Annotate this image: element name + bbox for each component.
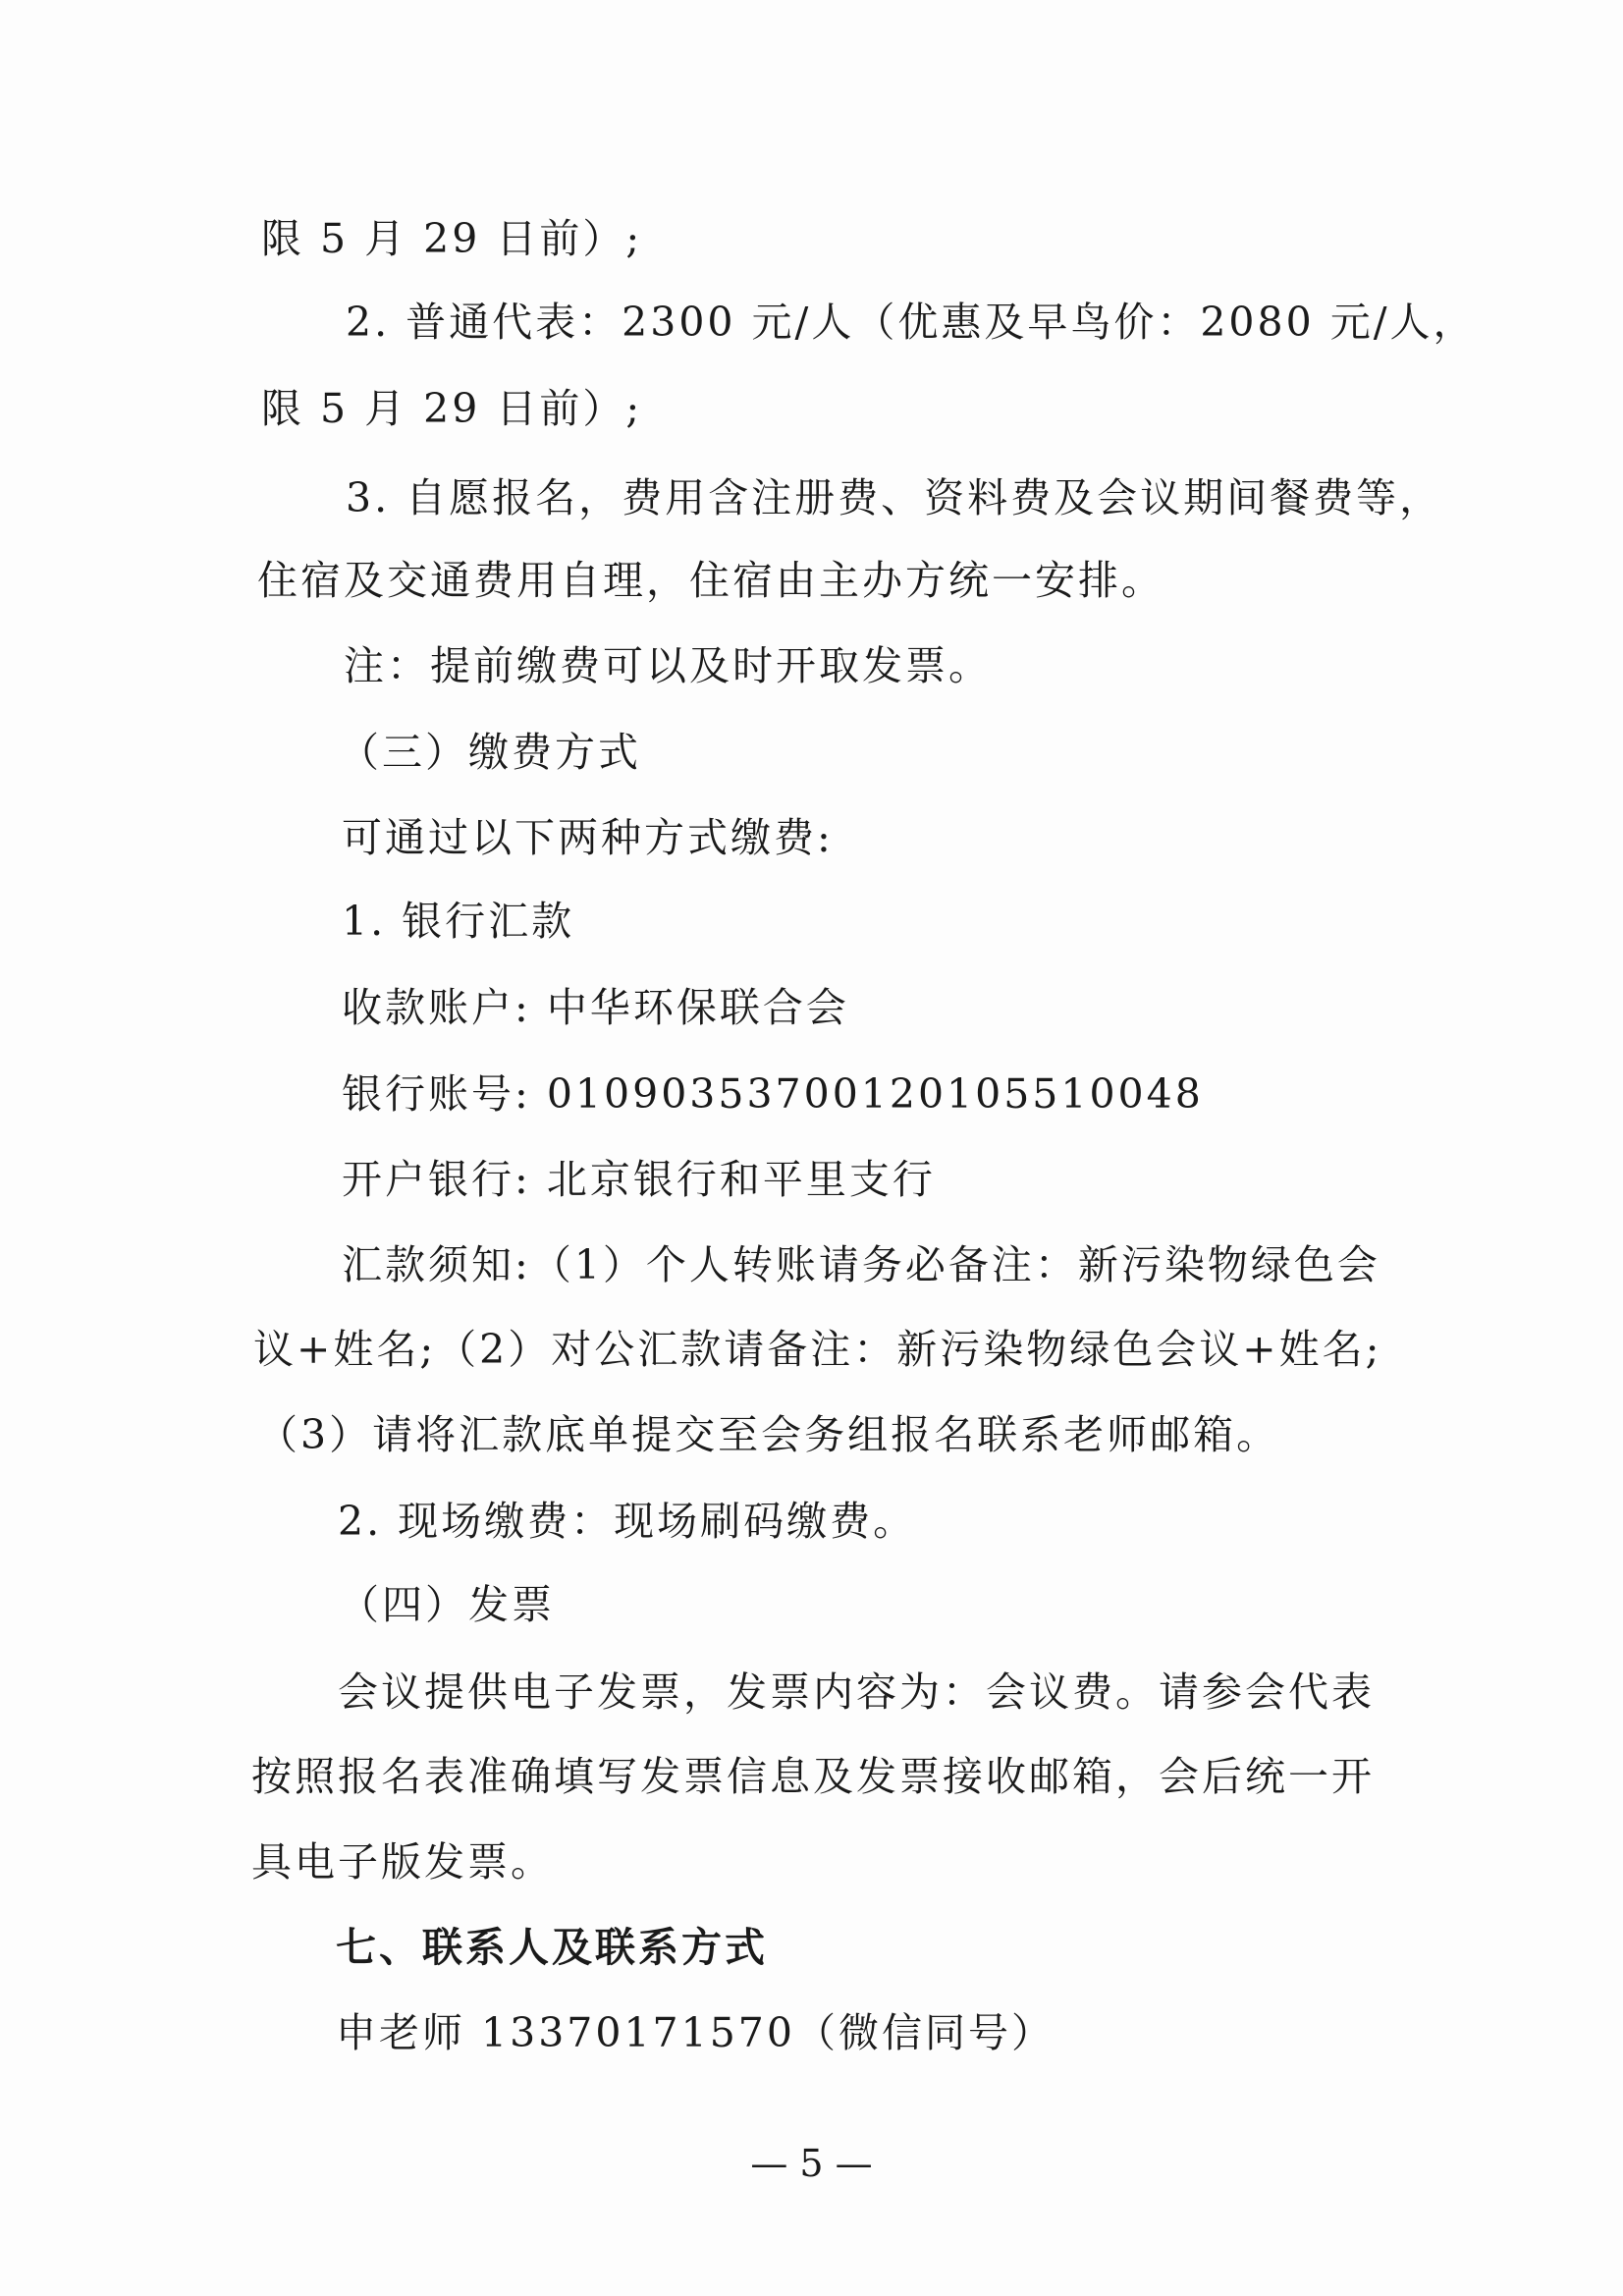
text-line-voluntary-registration: 3. 自愿报名，费用含注册费、资料费及会议期间餐费等， [346, 474, 1443, 521]
page-number: — 5 — [750, 2142, 873, 2185]
section-heading-payment-method: （三）缴费方式 [339, 729, 641, 776]
text-line-early-bird-deadline-2: 限 5 月 29 日前）; [261, 385, 643, 432]
text-line-regular-representative-fee: 2. 普通代表：2300 元/人（优惠及早鸟价：2080 元/人， [346, 299, 1477, 346]
text-line-invoice-description-3: 具电子版发票。 [251, 1838, 554, 1886]
text-line-contact-phone: 申老师 13370171570（微信同号） [336, 2009, 1055, 2056]
text-line-early-bird-deadline-1: 限 5 月 29 日前）; [261, 215, 643, 262]
text-line-payment-intro: 可通过以下两种方式缴费: [342, 814, 834, 861]
section-heading-invoice: （四）发票 [339, 1581, 555, 1628]
text-line-onsite-payment: 2. 现场缴费：现场刷码缴费。 [338, 1498, 917, 1545]
text-line-remittance-notice-1: 汇款须知:（1）个人转账请务必备注：新污染物绿色会 [342, 1241, 1380, 1288]
text-line-remittance-notice-2: 议+姓名;（2）对公汇款请备注：新污染物绿色会议+姓名; [253, 1326, 1382, 1373]
text-line-invoice-note: 注：提前缴费可以及时开取发票。 [344, 642, 992, 689]
text-line-bank-account-number: 银行账号: 01090353700120105510048 [342, 1070, 1204, 1118]
text-line-opening-bank: 开户银行: 北京银行和平里支行 [342, 1156, 936, 1203]
section-heading-contact: 七、联系人及联系方式 [336, 1924, 768, 1971]
text-line-payee-account: 收款账户: 中华环保联合会 [342, 984, 849, 1031]
text-line-invoice-description-1: 会议提供电子发票，发票内容为：会议费。请参会代表 [338, 1668, 1375, 1716]
text-line-invoice-description-2: 按照报名表准确填写发票信息及发票接收邮箱，会后统一开 [251, 1753, 1375, 1800]
text-line-accommodation: 住宿及交通费用自理，住宿由主办方统一安排。 [257, 557, 1164, 604]
text-line-bank-transfer: 1. 银行汇款 [342, 898, 575, 945]
text-line-remittance-notice-3: （3）请将汇款底单提交至会务组报名联系老师邮箱。 [257, 1411, 1280, 1458]
